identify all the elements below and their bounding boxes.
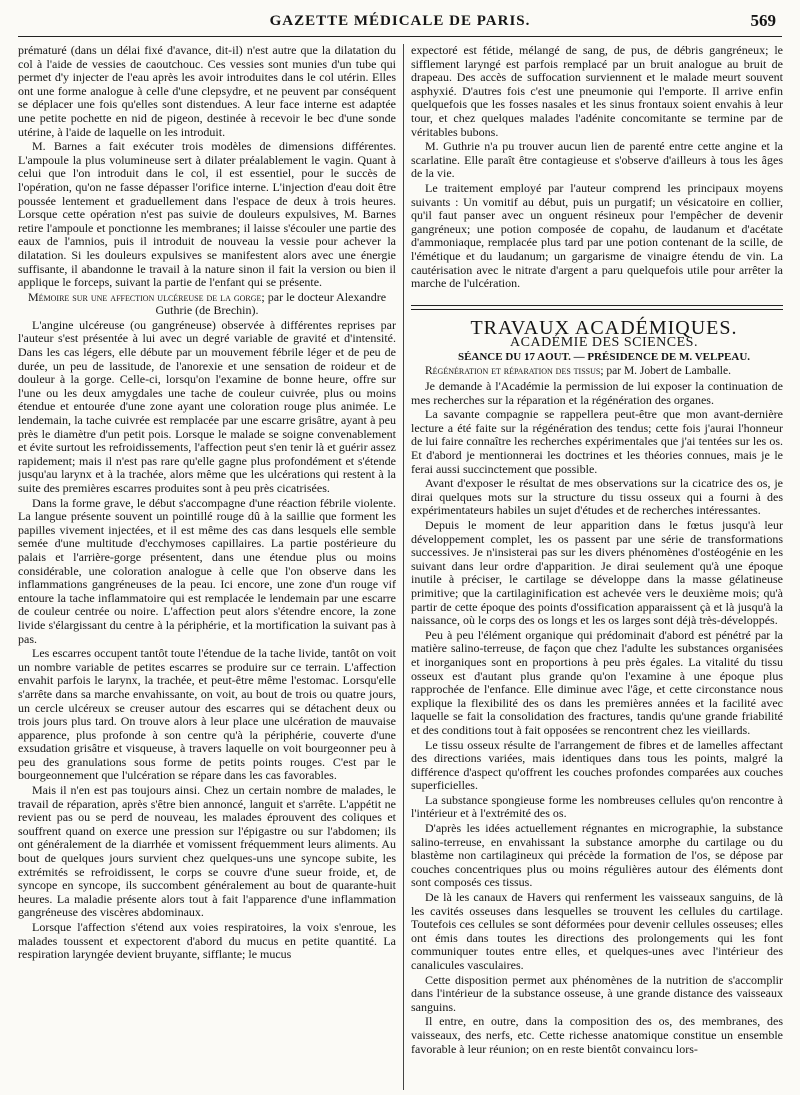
running-header <box>18 10 782 37</box>
column-divider <box>403 44 404 1090</box>
section-title: TRAVAUX ACADÉMIQUES. <box>470 316 738 339</box>
paragraph: Lorsque l'affection s'étend aux voies respiratoires, la voix s'enroue, les malades toussent et expectorent d'abord du mucus en petite quantité. La respiration laryngée devient bruyante, sifflante; le mucus <box>18 920 396 962</box>
subsection-title: ACADÉMIE DES SCIENCES. <box>510 335 698 351</box>
section-separator <box>411 305 783 310</box>
paragraph: La savante compagnie se rappellera peut-être que mon avant-dernière lecture a été faite sur la régénération des tendus; cette fois j'aurai l'honneur de lui faire connaître les recherches expérimentales que j'ai tentées sur les os. Et d'abord je mentionnerai les doctrines et les théories connues, mais je le ferai aussi succinctement que possible. <box>411 407 783 476</box>
article-heading <box>411 365 783 379</box>
paragraph: Depuis le moment de leur apparition dans le fœtus jusqu'à leur développement complet, les os passent par une série de transformations successives. Je n'insisterai pas sur les divers phénomènes d'ostéogénie en les suivant dans leur ordre d'apparition. Je dirai seulement qu'à une époque inutile à préciser, le cartilage se développe dans la masse gélatineuse primitive; que la cartilaginification est achevée vers le deuxième mois; qu'à partir de cette époque des points d'ossification apparaissent çà et là jusqu'à la naissance, où le corps des os longs et les os larges sont déjà très-développés. <box>411 518 783 628</box>
paragraph: Les escarres occupent tantôt toute l'étendue de la tache livide, tantôt on voit un nombre variable de petites escarres se produire sur ce terrain. L'affection envahit parfois le larynx, la trachée, et peut-être même l'estomac. Lorsqu'elle s'arrête dans sa marche envahissante, on voit, au bout de trois ou quatre jours, un cercle ulcéreux se creuser autour des escarres qui se détachent deux ou trois jours plus tard. On trouve alors à leur place une ulcération de mauvaise apparence, plus profonde à son centre qu'à la périphérie, couverte d'une exsudation grisâtre et visqueuse, à travers laquelle on voit bourgeonner peu à peu des granulations sous forme de petits points rouges. C'est par le bourgeonnement que l'ulcération se répare dans les cas favorables. <box>18 646 396 783</box>
paragraph: Dans la forme grave, le début s'accompagne d'une réaction fébrile violente. La langue présente souvent un pointillé rouge dû à la saillie que forment les papilles vivement injectées, et il est même des cas dans lesquels elle semble semée d'une multitude d'ecchymoses capillaires. La partie postérieure du palais et l'arrière-gorge présentent, dans une étendue plus ou moins considérable, une coloration analogue à celle que l'on observe dans les inflammations gangréneuses de la peau. Ici encore, une zone d'un rouge vif entoure la tache inflammatoire qui est remplacée le lendemain par une escarre de couleur centrée ou noire. L'affection peut alors s'étendre encore, la zone livide s'élargissant du centre à la périphérie, et la mortification la suivant pas à pas. <box>18 495 396 646</box>
paragraph: Cette disposition permet aux phénomènes de la nutrition de s'accomplir dans l'intérieur de la substance osseuse, à une grande distance des vaisseaux sanguins. <box>411 972 783 1014</box>
paragraph: M. Guthrie n'a pu trouver aucun lien de parenté entre cette angine et la scarlatine. Elle paraît être contagieuse et s'observe d'ailleurs à tous les âges de la vie. <box>411 139 783 181</box>
paragraph: Avant d'exposer le résultat de mes observations sur la cicatrice des os, je dirai quelques mots sur la structure du tissu osseux qui a fourni à des expérimentateurs habiles un sujet d'études et de recherches intéressantes. <box>411 476 783 518</box>
paragraph: Je demande à l'Académie la permission de lui exposer la continuation de mes recherches sur la réparation et la régénération des organes. <box>411 379 783 407</box>
journal-title: GAZETTE MÉDICALE DE PARIS. <box>269 13 531 29</box>
memoire-title: Mémoire sur une affection ulcéreuse de la gorge <box>27 289 262 304</box>
paragraph: L'angine ulcéreuse (ou gangréneuse) observée à différentes reprises par l'auteur s'est présentée à lui avec un degré variable de gravité et d'intensité. Dans les cas légers, elle débute par un mouvement fébrile léger et de peu de durée, un peu de lassitude, de l'anorexie et une sensation de roideur et de douleur à la gorge. Celle-ci, lorsqu'on l'examine de bonne heure, offre sur l'une ou les deux amygdales une tache de couleur cuivrée, plus ou moins étendue et entourée d'une zone ayant une coloration rouge plus animée. Le lendemain, la tache cuivrée est remplacée par une escarre grisâtre, ayant à peu près le diamètre d'un petit pois. Lorsque le malade se soigne convenablement et évite surtout les refroidissements, l'affection peut s'en tenir là et guérir assez rapidement; mais il n'est pas rare qu'elle gagne plus profondément et s'étende jusqu'au larynx et à la trachée, alors même que les ulcérations qui restent à la suite des premières escarres produites sont à peu près cicatrisées. <box>18 317 396 495</box>
paragraph: prématuré (dans un délai fixé d'avance, dit-il) n'est autre que la dilatation du col à l'aide de vessies de caoutchouc. Ces vessies sont munies d'un tube qui permet d'y injecter de l'eau après les avoir introduites dans le col utérin. Elles ont une forme analogue à celle d'une clepsydre, et ne peuvent par conséquent se déplacer une fois qu'elles sont distendues. A leur face interne est adaptée une petite pochette en nid de pigeon, destinée à recevoir le bec d'une sonde utérine, à l'aide de laquelle on les introduit. <box>18 44 396 139</box>
memoire-heading <box>18 291 396 318</box>
article-title: Régénération et réparation des tissus <box>425 365 601 378</box>
memoire-byline: ; par le docteur Alexandre Guthrie (de Brechin). <box>155 289 387 318</box>
seance-line: SÉANCE DU 17 AOUT. — PRÉSIDENCE DE M. VELPEAU. <box>457 350 751 363</box>
left-column <box>18 44 396 1090</box>
paragraph: Mais il n'en est pas toujours ainsi. Chez un certain nombre de malades, le travail de réparation, après s'être bien annoncé, languit et s'arrête. L'appétit ne revient pas ou se perd de nouveau, les malades éprouvent des coliques et souffrent quand on exerce une pression sur l'épigastre ou sur l'abdomen; ils ont généralement de la diarrhée et vomissent fréquemment leurs aliments. Au bout de quelques jours survient chez quelques-uns une syncope subite, les extrémités se refroidissent, le corps se couvre d'une sueur froide, et, de syncope en syncope, ils succombent généralement au bout de quarante-huit heures. La maladie présente alors tout à fait l'apparence d'une inflammation gangréneuse des viscères abdominaux. <box>18 783 396 920</box>
paragraph: La substance spongieuse forme les nombreuses cellules qu'on rencontre à l'intérieur et à l'extrémité des os. <box>411 792 783 821</box>
paragraph: Le traitement employé par l'auteur comprend les principaux moyens suivants : Un vomitif au début, puis un purgatif; un vésicatoire en collier, qu'il faut panser avec un onguent résineux pour l'empêcher de devenir gangréneux; une potion composée de copahu, de laudanum et d'acétate d'ammoniaque, remplacée plus tard par une potion contenant de la scille, de l'émétique et du laudanum; un gargarisme de vinaigre étendu de vin. La cautérisation avec le nitrate d'argent a paru quelquefois utile pour arrêter la marche de l'ulcération. <box>411 180 783 291</box>
paragraph: Le tissu osseux résulte de l'arrangement de fibres et de lamelles affectant des directions variées, mais identiques dans tous les points, malgré la différence d'aspect qu'offrent les couches profondes comparées aux couches superficielles. <box>411 737 783 793</box>
paragraph: Peu à peu l'élément organique qui prédominait d'abord est pénétré par la matière salino-terreuse, de façon que chez l'adulte les substances organisées et inorganiques sont en proportions à peu près égales. La vitalité du tissu osseux est d'autant plus grande qu'on l'examine à une époque plus rapprochée de l'enfance. Elle diminue avec l'âge, et cette circonstance nous explique la flexibilité des os dans les premières années et la facilité avec laquelle se fait la consolidation des fractures, tandis qu'une grande friabilité et des conditions tout à fait opposées se rencontrent chez les vieillards. <box>411 627 783 737</box>
article-byline: ; par M. Jobert de Lamballe. <box>600 365 731 378</box>
paragraph: De là les canaux de Havers qui renferment les vaisseaux sanguins, de là les cavités osseuses dans lesquelles se trouvent les cellules du cartilage. Toutefois ces cellules se sont déformées pour devenir cellules osseuses; elles ont émis dans toutes les directions des prolongements qui les font communiquer toutes entre elles, et quelques-unes avec l'intérieur des canalicules vasculaires. <box>411 890 783 972</box>
paragraph: D'après les idées actuellement régnantes en micrographie, la substance salino-terreuse, en envahissant la substance amorphe du cartilage ou du blastème non cartilagineux qui précède la formation de l'os, se dépose par couches concentriques plus ou moins régulières autour des éléments dont sont composés ces tissus. <box>411 821 783 890</box>
paragraph: Il entre, en outre, dans la composition des os, des membranes, des vaisseaux, des nerfs, etc. Cette richesse anatomique constitue un ensemble favorable à leur réunion; on en reste bientôt convaincu lors- <box>411 1014 783 1056</box>
paragraph: M. Barnes a fait exécuter trois modèles de dimensions différentes. L'ampoule la plus volumineuse sert à dilater préalablement le vagin. Quant à celui que l'on introduit dans le col, il est essentiel, pour le succès de l'opération, qu'on ne fasse dépasser l'orifice interne. L'injection d'eau doit être poussée lentement et graduellement dans l'espace de deux à trois heures. Lorsque cette opération n'est pas suivie de douleurs expulsives, M. Barnes retire l'ampoule et ponctionne les membranes; il laisse s'écouler une partie des eaux de l'amnios, puis il introduit de nouveau la vessie pour achever la dilatation. Si les douleurs expulsives se manifestent alors avec une énergie suffisante, il abandonne le travail à la nature sinon il fait la version ou bien il applique le forceps, suivant la partie de l'enfant qui se présente. <box>18 139 396 290</box>
page-number: 569 <box>750 11 776 30</box>
paragraph: expectoré est fétide, mélangé de sang, de pus, de débris gangréneux; le sifflement laryngé est parfois remplacé par un bruit analogue au bruit de drapeau. Des accès de suffocation surviennent et le malade meurt souvent asphyxié. D'autres fois c'est une pneumonie qui l'emporte. Il arrive enfin quelquefois que les fosses nasales et les sinus frontaux soient envahis à leur tour, et chez quelques malades l'adénite concomitante se termine par de véritables bubons. <box>411 44 783 139</box>
right-column <box>411 44 783 1090</box>
